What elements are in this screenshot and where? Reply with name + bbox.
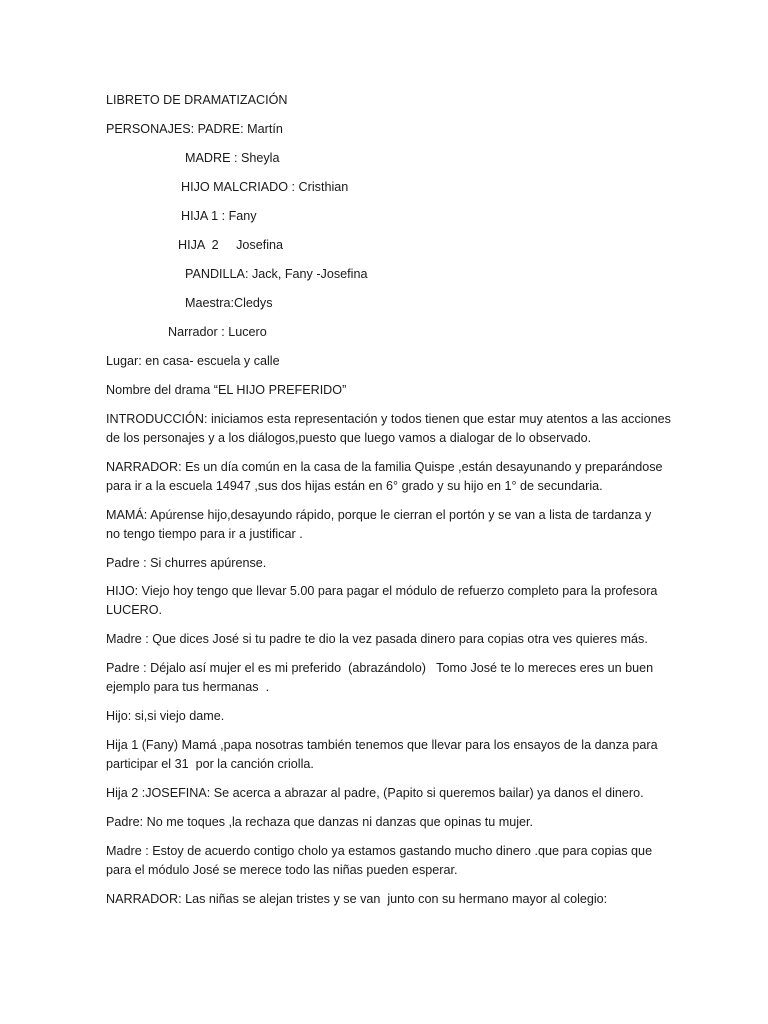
paragraph-mama — [106, 506, 666, 544]
paragraph-narrador-2 — [106, 890, 666, 909]
place-line: Lugar: en casa- escuela y calle — [106, 354, 280, 368]
paragraph-line: NARRADOR: Es un día común en la casa de la familia Quispe ,están desayunando y preparándose — [106, 460, 663, 474]
paragraph-line: para ir a la escuela 14947 ,sus dos hijas están en 6° grado y su hijo en 1° de secundaria. — [106, 479, 603, 493]
cast-maestra: Maestra:Cledys — [185, 296, 273, 310]
paragraph-line: Madre : Estoy de acuerdo contigo cholo ya estamos gastando mucho dinero .que para copias que — [106, 844, 653, 858]
paragraph-line: participar el 31 por la canción criolla. — [106, 757, 314, 771]
paragraph-padre-1 — [106, 554, 666, 573]
cast-hija-1: HIJA 1 : Fany — [181, 209, 257, 223]
paragraph-narrador-1 — [106, 458, 666, 496]
paragraph-padre-2 — [106, 659, 666, 697]
paragraph-line: MAMÁ: Apúrense hijo,desayundo rápido, porque le cierran el portón y se van a lista de tardanza y — [106, 508, 652, 522]
cast-narrador: Narrador : Lucero — [168, 325, 267, 339]
paragraph-padre-3 — [106, 813, 666, 832]
paragraph-line: HIJO: Viejo hoy tengo que llevar 5.00 para pagar el módulo de refuerzo completo para la profesora — [106, 584, 658, 598]
paragraph-line: Padre : Déjalo así mujer el es mi preferido (abrazándolo) Tomo José te lo mereces eres un buen — [106, 661, 654, 675]
paragraph-line: para el módulo José se merece todo las niñas pueden esperar. — [106, 863, 458, 877]
paragraph-madre-2 — [106, 842, 666, 880]
paragraph-line: Padre : Si churres apúrense. — [106, 556, 267, 570]
paragraph-line: Madre : Que dices José si tu padre te dio la vez pasada dinero para copias otra ves quieres más. — [106, 632, 648, 646]
paragraph-line: ejemplo para tus hermanas . — [106, 680, 270, 694]
paragraph-line: de los personajes y a los diálogos,puesto que luego vamos a dialogar de lo observado. — [106, 431, 592, 445]
paragraph-line: Padre: No me toques ,la rechaza que danzas ni danzas que opinas tu mujer. — [106, 815, 534, 829]
cast-hija-2: HIJA 2 Josefina — [178, 238, 283, 252]
paragraph-line: Hijo: si,si viejo dame. — [106, 709, 225, 723]
drama-name-line: Nombre del drama “EL HIJO PREFERIDO” — [106, 383, 347, 397]
paragraph-line: NARRADOR: Las niñas se alejan tristes y se van junto con su hermano mayor al colegio: — [106, 892, 608, 906]
cast-hijo: HIJO MALCRIADO : Cristhian — [181, 180, 349, 194]
paragraph-hijo-2 — [106, 707, 666, 726]
paragraph-introduccion — [106, 410, 671, 448]
paragraph-hijo-1 — [106, 582, 666, 620]
cast-madre: MADRE : Sheyla — [185, 151, 280, 165]
paragraph-line: INTRODUCCIÓN: iniciamos esta representación y todos tienen que estar muy atentos a las acciones — [106, 412, 671, 426]
document-title: LIBRETO DE DRAMATIZACIÓN — [106, 93, 288, 107]
cast-pandilla: PANDILLA: Jack, Fany -Josefina — [185, 267, 368, 281]
paragraph-madre-1 — [106, 630, 666, 649]
paragraph-hija-1 — [106, 736, 666, 774]
paragraph-line: Hija 2 :JOSEFINA: Se acerca a abrazar al padre, (Papito si queremos bailar) ya danos el dinero. — [106, 786, 644, 800]
paragraph-line: LUCERO. — [106, 603, 162, 617]
paragraph-line: Hija 1 (Fany) Mamá ,papa nosotras también tenemos que llevar para los ensayos de la danza para — [106, 738, 658, 752]
paragraph-hija-2 — [106, 784, 666, 803]
cast-padre: PERSONAJES: PADRE: Martín — [106, 122, 283, 136]
paragraph-line: no tengo tiempo para ir a justificar . — [106, 527, 303, 541]
